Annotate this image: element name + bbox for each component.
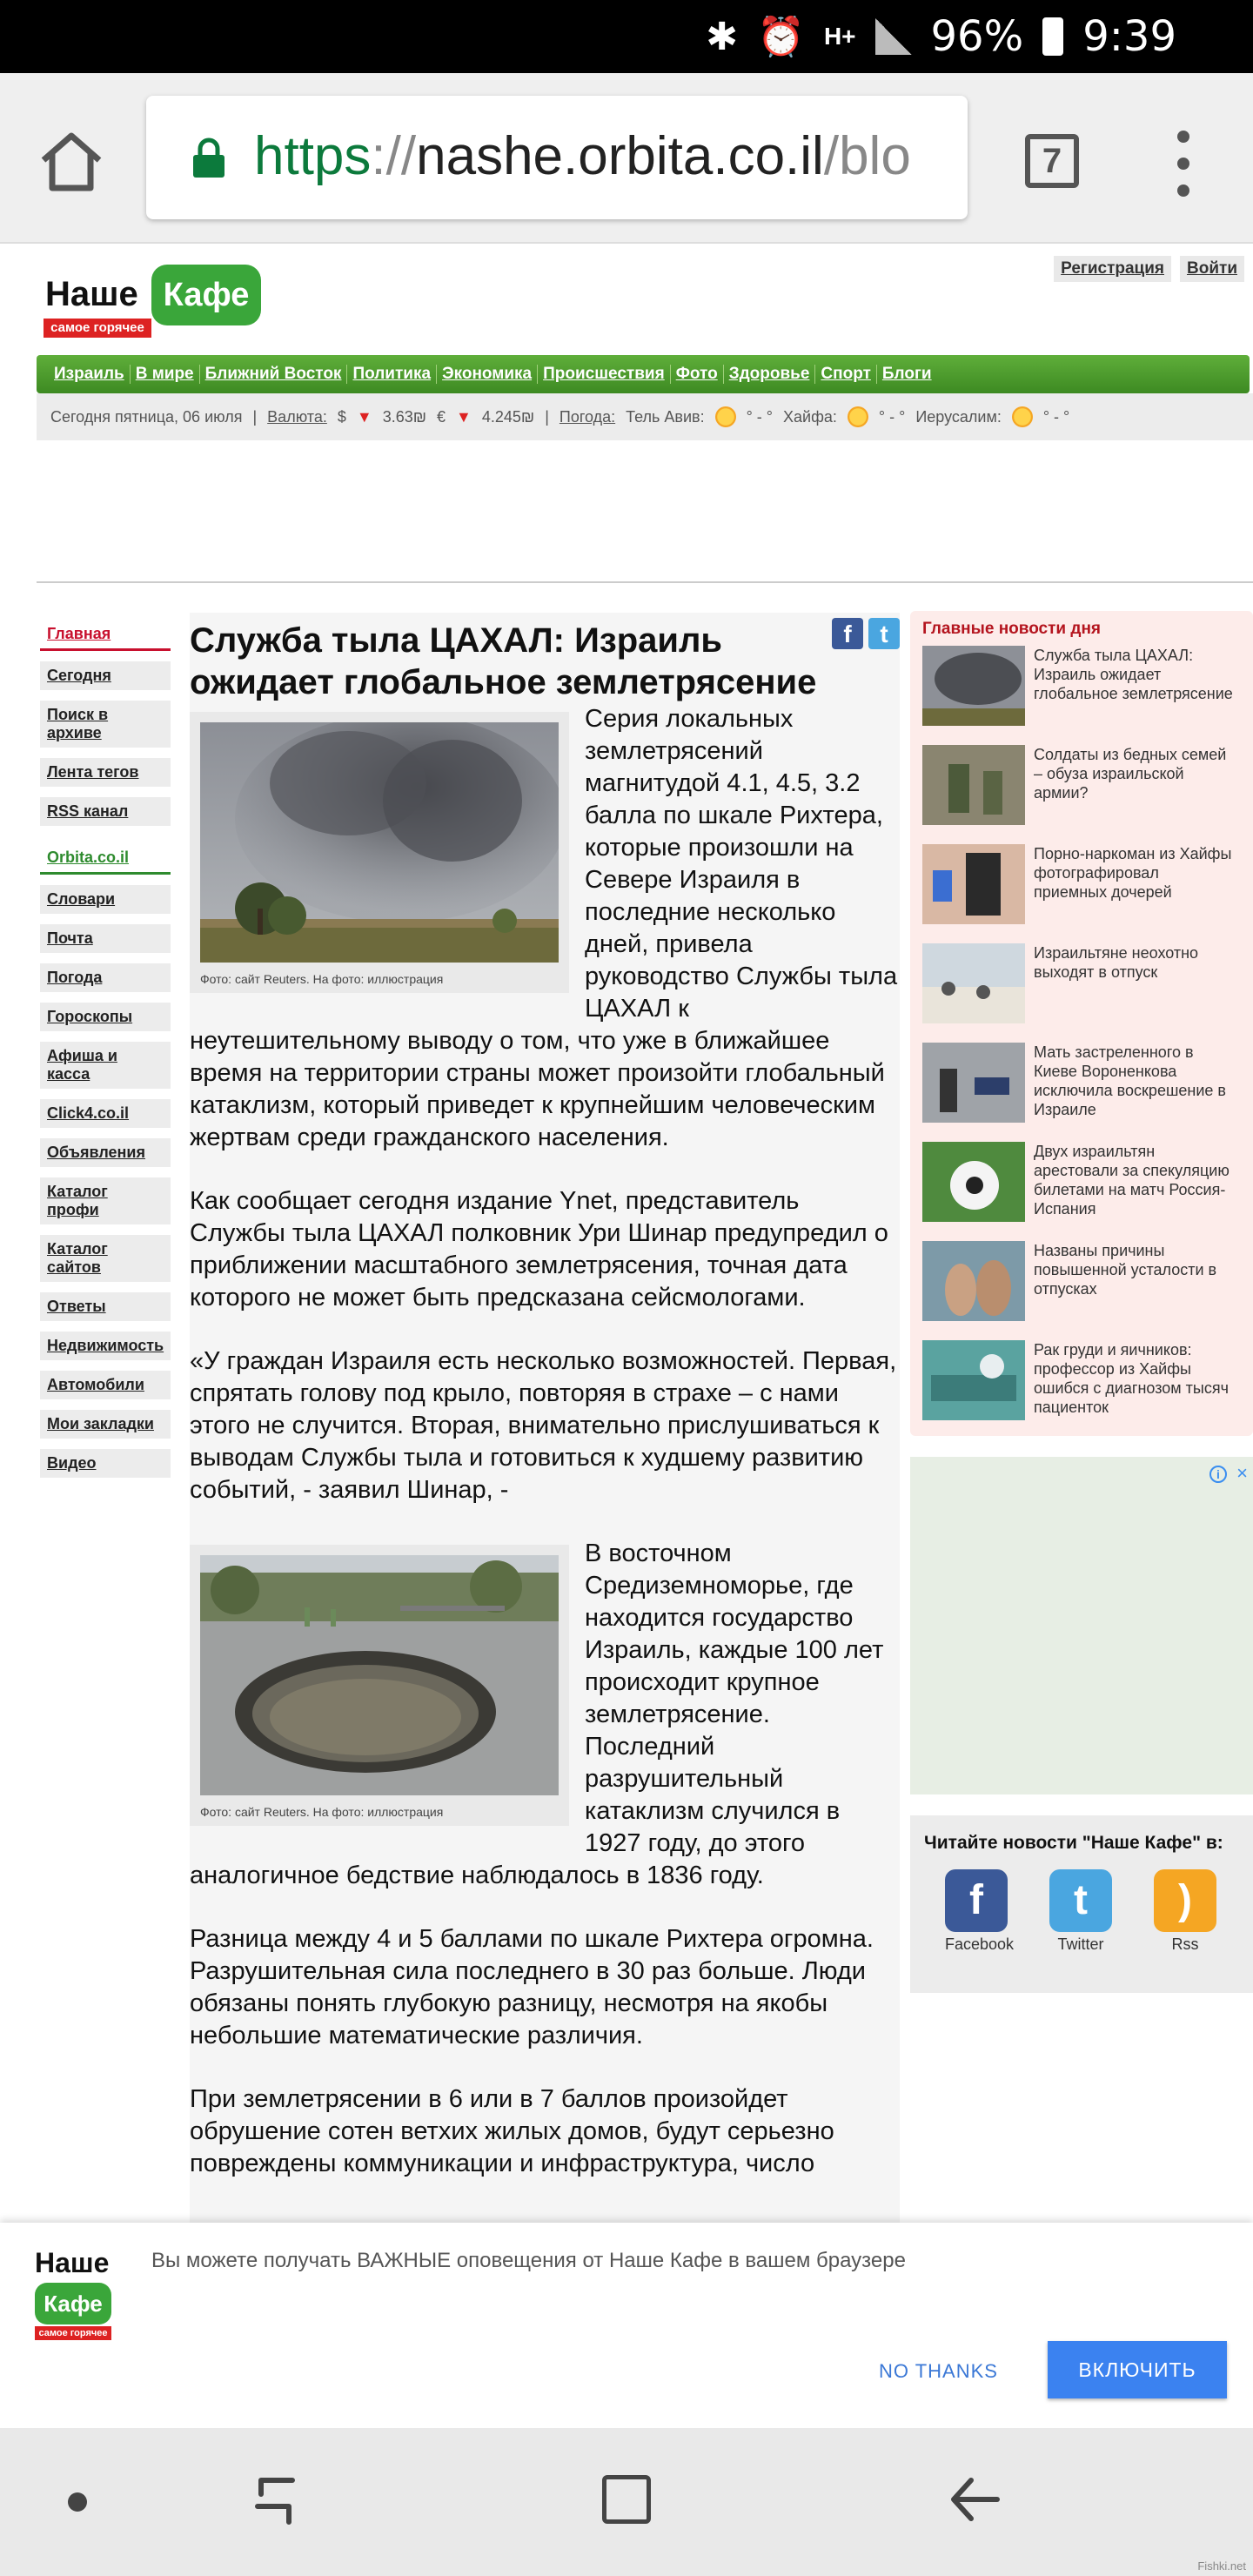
- news-item[interactable]: [922, 943, 1244, 1025]
- twitter-icon: t: [1049, 1869, 1112, 1932]
- no-thanks-button[interactable]: NO THANKS: [879, 2360, 998, 2382]
- photo-caption: Фото: сайт Reuters. На фото: иллюстрация: [200, 1805, 444, 1819]
- menu-item-tickets[interactable]: Афиша и касса: [40, 1042, 171, 1089]
- down-arrow-icon: ▼: [356, 407, 372, 426]
- menu-item-answers[interactable]: Ответы: [40, 1292, 171, 1321]
- share-buttons: [832, 618, 900, 649]
- battery-icon: [1042, 17, 1063, 56]
- top-news-title: Главные новости дня: [922, 620, 1102, 638]
- news-title[interactable]: Двух израильтян арестовали за спекуляцию билетами на матч Россия- Испания: [1034, 1143, 1230, 1218]
- url-text[interactable]: [254, 125, 911, 187]
- ad-close-icon[interactable]: ×: [1236, 1462, 1248, 1484]
- nav-politics[interactable]: Политика: [347, 365, 437, 384]
- nav-world[interactable]: В мире: [131, 365, 200, 384]
- menu-item-cars[interactable]: Автомобили: [40, 1371, 171, 1399]
- nav-incidents[interactable]: Происшествия: [538, 365, 671, 384]
- nav-middle-east[interactable]: Ближний Восток: [200, 365, 348, 384]
- left-menu: [40, 620, 171, 1488]
- system-nav-bar: [0, 2428, 1253, 2576]
- twitter-share-icon[interactable]: t: [868, 618, 900, 649]
- enable-button[interactable]: ВКЛЮЧИТЬ: [1048, 2341, 1227, 2398]
- eur-symbol: €: [437, 407, 446, 426]
- news-item[interactable]: [922, 1241, 1244, 1323]
- network-type: H+: [823, 23, 856, 50]
- logo-bubble: Кафе: [151, 265, 261, 325]
- nav-economy[interactable]: Экономика: [437, 365, 538, 384]
- news-item[interactable]: [922, 844, 1244, 926]
- sun-icon: [1012, 406, 1033, 427]
- news-title[interactable]: Служба тыла ЦАХАЛ: Израиль ожидает глобальное землетрясение: [1034, 647, 1233, 702]
- nav-blogs[interactable]: Блоги: [881, 365, 932, 383]
- eur-value: 4.245₪: [481, 407, 535, 426]
- rss-icon: ): [1154, 1869, 1216, 1932]
- tab-switcher-button[interactable]: 7: [1025, 134, 1079, 188]
- ad-info-icon[interactable]: i: [1209, 1466, 1227, 1483]
- social-icons: [924, 1869, 1239, 1954]
- temp-haifa: ° - °: [878, 407, 906, 426]
- city-jerusalem: Иерусалим:: [915, 407, 1002, 426]
- menu-item-real-estate[interactable]: Недвижимость: [40, 1332, 171, 1360]
- prompt-logo-tagline: самое горячее: [35, 2326, 111, 2340]
- today-date: Сегодня пятница, 06 июля: [50, 407, 243, 426]
- news-item[interactable]: [922, 1043, 1244, 1124]
- menu-item-weather[interactable]: Погода: [40, 963, 171, 992]
- news-item[interactable]: [922, 646, 1244, 728]
- divider: |: [252, 407, 258, 426]
- menu-item-horoscopes[interactable]: Гороскопы: [40, 1003, 171, 1031]
- menu-section-orbita[interactable]: Orbita.co.il: [40, 843, 171, 875]
- menu-item-rss[interactable]: RSS канал: [40, 797, 171, 826]
- url-host: nashe.orbita.co.il: [416, 126, 824, 186]
- menu-item-archive-search[interactable]: Поиск в архиве: [40, 701, 171, 748]
- down-arrow-icon: ▼: [456, 407, 472, 426]
- article-headline: Служба тыла ЦАХАЛ: Израиль ожидает глобальное землетрясение: [190, 621, 817, 701]
- ad-banner: [37, 446, 1253, 583]
- alarm-icon: ⏰: [757, 16, 805, 58]
- news-thumbnail: [922, 943, 1025, 1023]
- twitter-link[interactable]: [1049, 1869, 1112, 1954]
- article-paragraph: Серия локальных землетрясений магнитудой 4.1, 4.5, 3.2 балла по шкале Рихтера, которые произошли на Севере Израиля в последние несколько дней, привела руководство Службы тыла ЦАХАЛ к неутешительному выводу о том, что уже в ближайшее время на территории страны может произойти глобальный катаклизм, который приведет к крупнейшим человеческим жертвам среди гражданского населения.: [190, 705, 898, 1151]
- news-thumbnail: [922, 745, 1025, 825]
- news-thumbnail: [922, 646, 1025, 726]
- home-nav-icon[interactable]: [602, 2475, 651, 2524]
- assistant-dot-icon[interactable]: [68, 2492, 87, 2512]
- article-paragraph: При землетрясении в 6 или в 7 баллов произойдет обрушение сотен ветхих жилых домов, будут серьезно повреждены коммуникации и инфраструктура, число: [190, 2085, 834, 2177]
- battery-percent: 96%: [930, 12, 1024, 61]
- nav-health[interactable]: Здоровье: [724, 365, 816, 384]
- facebook-link[interactable]: [945, 1869, 1015, 1954]
- menu-item-bookmarks[interactable]: Мои закладки: [40, 1410, 171, 1439]
- prompt-logo-word: Наше: [35, 2247, 110, 2278]
- city-tel-aviv: Тель Авив:: [626, 407, 705, 426]
- news-thumbnail: [922, 1043, 1025, 1123]
- nav-photo[interactable]: Фото: [671, 365, 724, 384]
- nav-israel[interactable]: Израиль: [49, 365, 131, 384]
- news-thumbnail: [922, 1142, 1025, 1222]
- bluetooth-icon: ✱: [706, 15, 739, 58]
- sun-icon: [848, 406, 868, 427]
- rss-link[interactable]: [1154, 1869, 1216, 1954]
- login-link[interactable]: Войти: [1180, 256, 1244, 282]
- article-paragraph: Как сообщает сегодня издание Ynet, представитель Службы тыла ЦАХАЛ полковник Ури Шинар предупредил о приближении масштабного землетрясения, точная дата которого не может быть предсказана сейсмологами.: [190, 1187, 888, 1311]
- temp-jerusalem: ° - °: [1042, 407, 1070, 426]
- weather-link[interactable]: Погода:: [559, 407, 616, 426]
- rss-label: Rss: [1171, 1935, 1199, 1953]
- social-title: Читайте новости "Наше Кафе" в:: [924, 1833, 1223, 1853]
- facebook-icon: f: [945, 1869, 1008, 1932]
- push-notification-prompt: [0, 2223, 1253, 2428]
- sun-icon: [715, 406, 736, 427]
- url-separator: ://: [371, 126, 417, 186]
- status-bar: [0, 0, 1253, 73]
- menu-item-today[interactable]: Сегодня: [40, 661, 171, 690]
- facebook-share-icon[interactable]: f: [832, 618, 863, 649]
- currency-link[interactable]: Валюта:: [267, 407, 327, 426]
- news-item[interactable]: [922, 1340, 1244, 1422]
- article-paragraph: В восточном Средиземноморье, где находится государство Израиль, каждые 100 лет происходит крупное землетрясение. Последний разрушительный катаклизм случился в 1927 году, до этого аналогичное бедствие наблюдалось в 1836 году.: [190, 1540, 884, 1889]
- news-title[interactable]: Названы причины повышенной усталости в отпусках: [1034, 1242, 1217, 1298]
- account-links: [1054, 256, 1244, 282]
- status-icons: [706, 9, 1176, 64]
- news-title[interactable]: Израильтяне неохотно выходят в отпуск: [1034, 944, 1199, 981]
- news-title[interactable]: Рак груди и яичников: профессор из Хайфы ошибся с диагнозом тысяч пациенток: [1034, 1341, 1229, 1416]
- temp-tel-aviv: ° - °: [746, 407, 774, 426]
- menu-item-home[interactable]: Главная: [40, 620, 171, 651]
- news-item[interactable]: [922, 1142, 1244, 1224]
- divider: |: [545, 407, 549, 426]
- road-crack-photo: [200, 1555, 559, 1795]
- usd-value: 3.63₪: [382, 407, 427, 426]
- url-scheme: https: [254, 126, 372, 186]
- lock-icon: [191, 138, 226, 178]
- menu-item-site-catalog[interactable]: Каталог сайтов: [40, 1235, 171, 1282]
- menu-item-tags[interactable]: Лента тегов: [40, 758, 171, 787]
- recents-icon[interactable]: [249, 2472, 301, 2529]
- article-paragraph: Разница между 4 и 5 баллами по шкале Рихтера огромна. Разрушительная сила последнего в 30 раз больше. Люди обязаны понять глубокую разницу, несмотря на якобы небольшие математические различия.: [190, 1925, 874, 2049]
- home-icon[interactable]: [37, 127, 106, 197]
- article: [190, 613, 900, 2231]
- news-thumbnail: [922, 844, 1025, 924]
- news-title[interactable]: Мать застреленного в Киеве Вороненкова исключила воскрешение в Израиле: [1034, 1043, 1226, 1118]
- menu-item-mail[interactable]: Почта: [40, 924, 171, 953]
- news-thumbnail: [922, 1241, 1025, 1321]
- menu-item-dictionaries[interactable]: Словари: [40, 885, 171, 914]
- facebook-label: Facebook: [945, 1935, 1015, 1953]
- prompt-logo-bubble: Кафе: [35, 2283, 111, 2324]
- site-logo[interactable]: [42, 261, 268, 345]
- city-haifa: Хайфа:: [783, 407, 837, 426]
- overflow-menu-icon[interactable]: [1173, 131, 1194, 197]
- photo-caption: Фото: сайт Reuters. На фото: иллюстрация: [200, 972, 444, 986]
- back-icon[interactable]: [948, 2472, 1001, 2527]
- menu-item-click4[interactable]: Click4.co.il: [40, 1099, 171, 1128]
- menu-item-ads[interactable]: Объявления: [40, 1138, 171, 1167]
- logo-tagline: самое горячее: [44, 319, 151, 338]
- news-thumbnail: [922, 1340, 1025, 1420]
- prompt-message: Вы можете получать ВАЖНЫЕ оповещения от Наше Кафе в вашем браузере: [151, 2249, 906, 2272]
- logo-word: Наше: [45, 275, 138, 313]
- address-bar[interactable]: [146, 96, 968, 219]
- side-ad[interactable]: [910, 1457, 1253, 1794]
- signal-icon: [875, 18, 912, 55]
- article-paragraph: «У граждан Израиля есть несколько возможностей. Первая, спрятать голову под крыло, повторяя в страхе – с нами этого не случится. Вторая, внимательно прислушиваться к выводам Службы тыла и готовиться к худшему развитию событий, - заявил Шинар, -: [190, 1347, 897, 1504]
- main-nav: [37, 355, 1250, 393]
- prompt-logo: [35, 2247, 115, 2343]
- top-news-box: [910, 611, 1253, 1436]
- menu-item-pro-catalog[interactable]: Каталог профи: [40, 1177, 171, 1224]
- browser-toolbar: [0, 73, 1253, 244]
- article-photo-1[interactable]: [190, 712, 569, 993]
- right-column: [910, 611, 1253, 1993]
- news-item[interactable]: [922, 745, 1244, 827]
- url-path: /blo: [823, 126, 911, 186]
- nav-sport[interactable]: Спорт: [815, 365, 876, 384]
- watermark: Fishki.net: [1197, 2559, 1246, 2573]
- info-bar: [37, 393, 1253, 440]
- menu-item-video[interactable]: Видео: [40, 1449, 171, 1478]
- social-box: [910, 1815, 1253, 1993]
- register-link[interactable]: Регистрация: [1054, 256, 1171, 282]
- clock: 9:39: [1082, 12, 1176, 61]
- news-title[interactable]: Солдаты из бедных семей – обуза израильской армии?: [1034, 746, 1227, 802]
- twitter-label: Twitter: [1057, 1935, 1104, 1953]
- usd-symbol: $: [337, 407, 346, 426]
- ash-cloud-photo: [200, 722, 559, 963]
- news-title[interactable]: Порно-наркоман из Хайфы фотографировал приемных дочерей: [1034, 845, 1232, 901]
- article-photo-2[interactable]: [190, 1545, 569, 1826]
